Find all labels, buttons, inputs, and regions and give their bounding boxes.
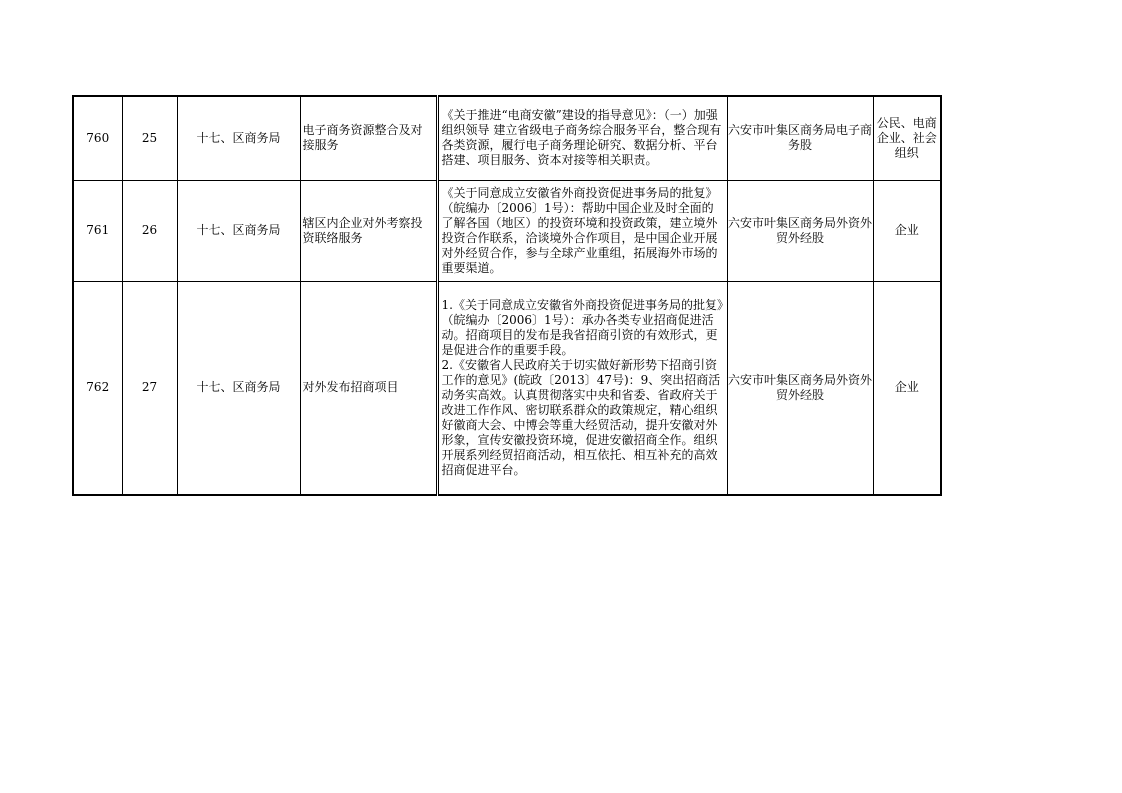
department-cell: 十七、区商务局 <box>177 96 300 180</box>
department-cell: 十七、区商务局 <box>177 281 300 495</box>
legal-basis-cell <box>437 96 727 180</box>
row-number-cell: 760 <box>73 96 122 180</box>
service-list-table <box>72 95 942 496</box>
service-target-cell: 企业 <box>873 180 941 281</box>
service-item-cell: 电子商务资源整合及对接服务 <box>300 96 437 180</box>
responsible-unit-cell: 六安市叶集区商务局电子商务股 <box>727 96 873 180</box>
service-item-cell: 对外发布招商项目 <box>300 281 437 495</box>
responsible-unit-cell: 六安市叶集区商务局外资外贸外经股 <box>727 281 873 495</box>
sequence-cell: 27 <box>122 281 177 495</box>
service-target-cell: 公民、电商企业、社会组织 <box>873 96 941 180</box>
legal-basis-paragraph: 1.《关于同意成立安徽省外商投资促进事务局的批复》（皖编办〔2006〕1号）：承办各类专业招商促进活动。招商项目的发布是我省招商引资的有效形式，更是促进合作的重要手段。 <box>441 297 723 357</box>
table-row <box>73 180 941 281</box>
table-row <box>73 96 941 180</box>
service-target-cell: 企业 <box>873 281 941 495</box>
table-row <box>73 281 941 495</box>
legal-basis-paragraph: 《关于同意成立安徽省外商投资促进事务局的批复》（皖编办〔2006〕1号）：帮助中国企业及时全面的了解各国（地区）的投资环境和投资政策，建立境外投资合作联系，洽谈境外合作项目，是中国企业开展对外经贸合作，参与全球产业重组，拓展海外市场的重要渠道。 <box>441 185 718 275</box>
service-item-cell: 辖区内企业对外考察投资联络服务 <box>300 180 437 281</box>
legal-basis-paragraph: 《关于推进“电商安徽”建设的指导意见》：（一）加强组织领导 建立省级电子商务综合服务平台，整合现有各类资源，履行电子商务理论研究、数据分析、平台搭建、项目服务、资本对接等相关职责。 <box>441 108 722 168</box>
row-number-cell: 761 <box>73 180 122 281</box>
sequence-cell: 26 <box>122 180 177 281</box>
sequence-cell: 25 <box>122 96 177 180</box>
department-cell: 十七、区商务局 <box>177 180 300 281</box>
responsible-unit-cell: 六安市叶集区商务局外资外贸外经股 <box>727 180 873 281</box>
legal-basis-cell <box>437 281 727 495</box>
legal-basis-cell <box>437 180 727 281</box>
row-number-cell: 762 <box>73 281 122 495</box>
legal-basis-paragraph: 2.《安徽省人民政府关于切实做好新形势下招商引资工作的意见》(皖政〔2013〕47号)：9、突出招商活动务实高效。认真贯彻落实中央和省委、省政府关于改进工作作风、密切联系群众的政策规定，精心组织好徽商大会、中博会等重大经贸活动，提升安徽对外形象，宣传安徽投资环境，促进安徽招商全作。组织开展系列经贸招商活动，相互依托、相互补充的高效招商促进平台。 <box>441 357 721 477</box>
